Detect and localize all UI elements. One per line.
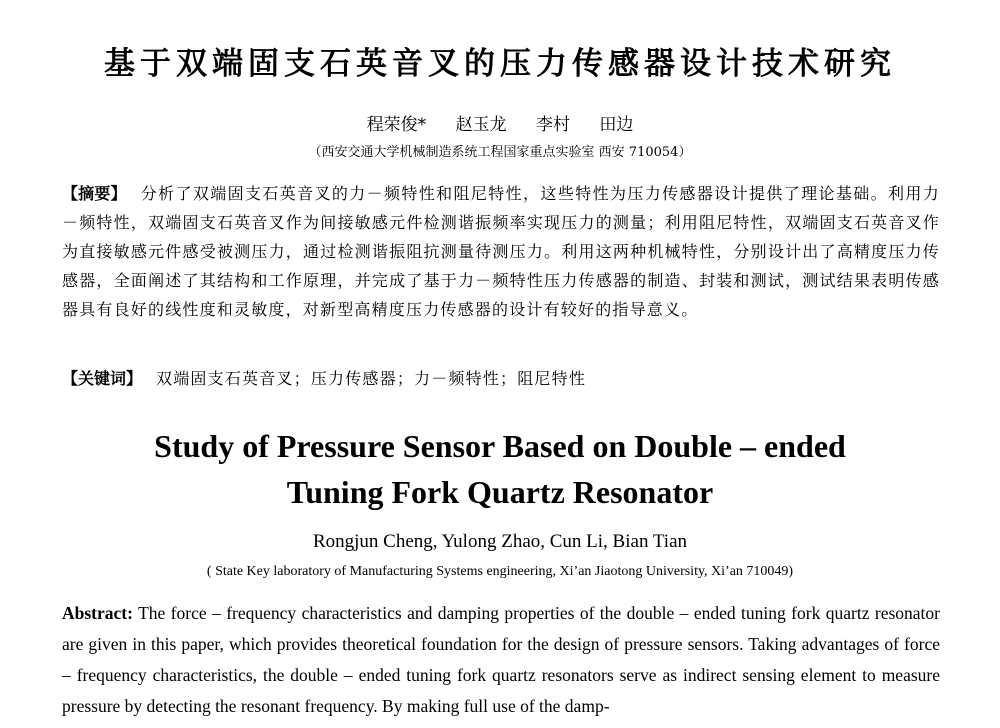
chinese-abstract: [62, 179, 940, 324]
english-affiliation: ( State Key laboratory of Manufacturing Systems engineering, Xi’an Jiaotong University, Xi’an 710049): [206, 564, 794, 579]
chinese-abstract-text: 分析了双端固支石英音叉的力－频特性和阻尼特性，这些特性为压力传感器设计提供了理论基础。利用力－频特性，双端固支石英音叉作为间接敏感元件检测谐振频率实现压力的测量；利用阻尼特性，双端固支石英音叉作为直接敏感元件感受被测压力，通过检测谐振阻抗测量待测压力。利用这两种机械特性，分别设计出了高精度压力传感器，全面阐述了其结构和工作原理，并完成了基于力－频特性压力传感器的制造、封装和测试，测试结果表明传感器具有良好的线性度和灵敏度，对新型高精度压力传感器的设计有较好的指导意义。: [62, 184, 940, 319]
english-title-line-1: Study of Pressure Sensor Based on Double – ended: [154, 428, 846, 464]
english-abstract-text: The force – frequency characteristics and damping properties of the double – ended tuning fork quartz resonator are given in this paper, which provides theoretical foundation for the design of pressure sensors. Taking advantages of force – frequency characteristics, the double – ended tuning fork quartz resonators serve as indirect sensing element to measure pressure by detecting the resonant frequency. By making full use of the damp-: [62, 603, 940, 716]
chinese-authors: [0, 113, 1000, 137]
chinese-affiliation: （西安交通大学机械制造系统工程国家重点实验室 西安 710054）: [308, 145, 692, 160]
chinese-keywords-text: 双端固支石英音叉；压力传感器；力－频特性；阻尼特性: [156, 369, 587, 388]
chinese-abstract-label: 【摘要】: [62, 184, 127, 203]
chinese-title: 基于双端固支石英音叉的压力传感器设计技术研究: [104, 46, 896, 82]
chinese-author: 程荣俊*: [366, 115, 427, 135]
chinese-keywords: [62, 366, 940, 392]
chinese-author: 李村: [535, 115, 570, 135]
english-abstract: [62, 598, 940, 722]
chinese-keywords-label: 【关键词】: [62, 369, 143, 388]
english-abstract-label: Abstract:: [62, 603, 133, 623]
chinese-author: 田边: [599, 115, 634, 135]
chinese-author: 赵玉龙: [455, 115, 507, 135]
english-title-line-2: Tuning Fork Quartz Resonator: [286, 474, 714, 510]
english-title: [0, 423, 1000, 515]
english-authors: Rongjun Cheng, Yulong Zhao, Cun Li, Bian Tian: [312, 531, 688, 552]
